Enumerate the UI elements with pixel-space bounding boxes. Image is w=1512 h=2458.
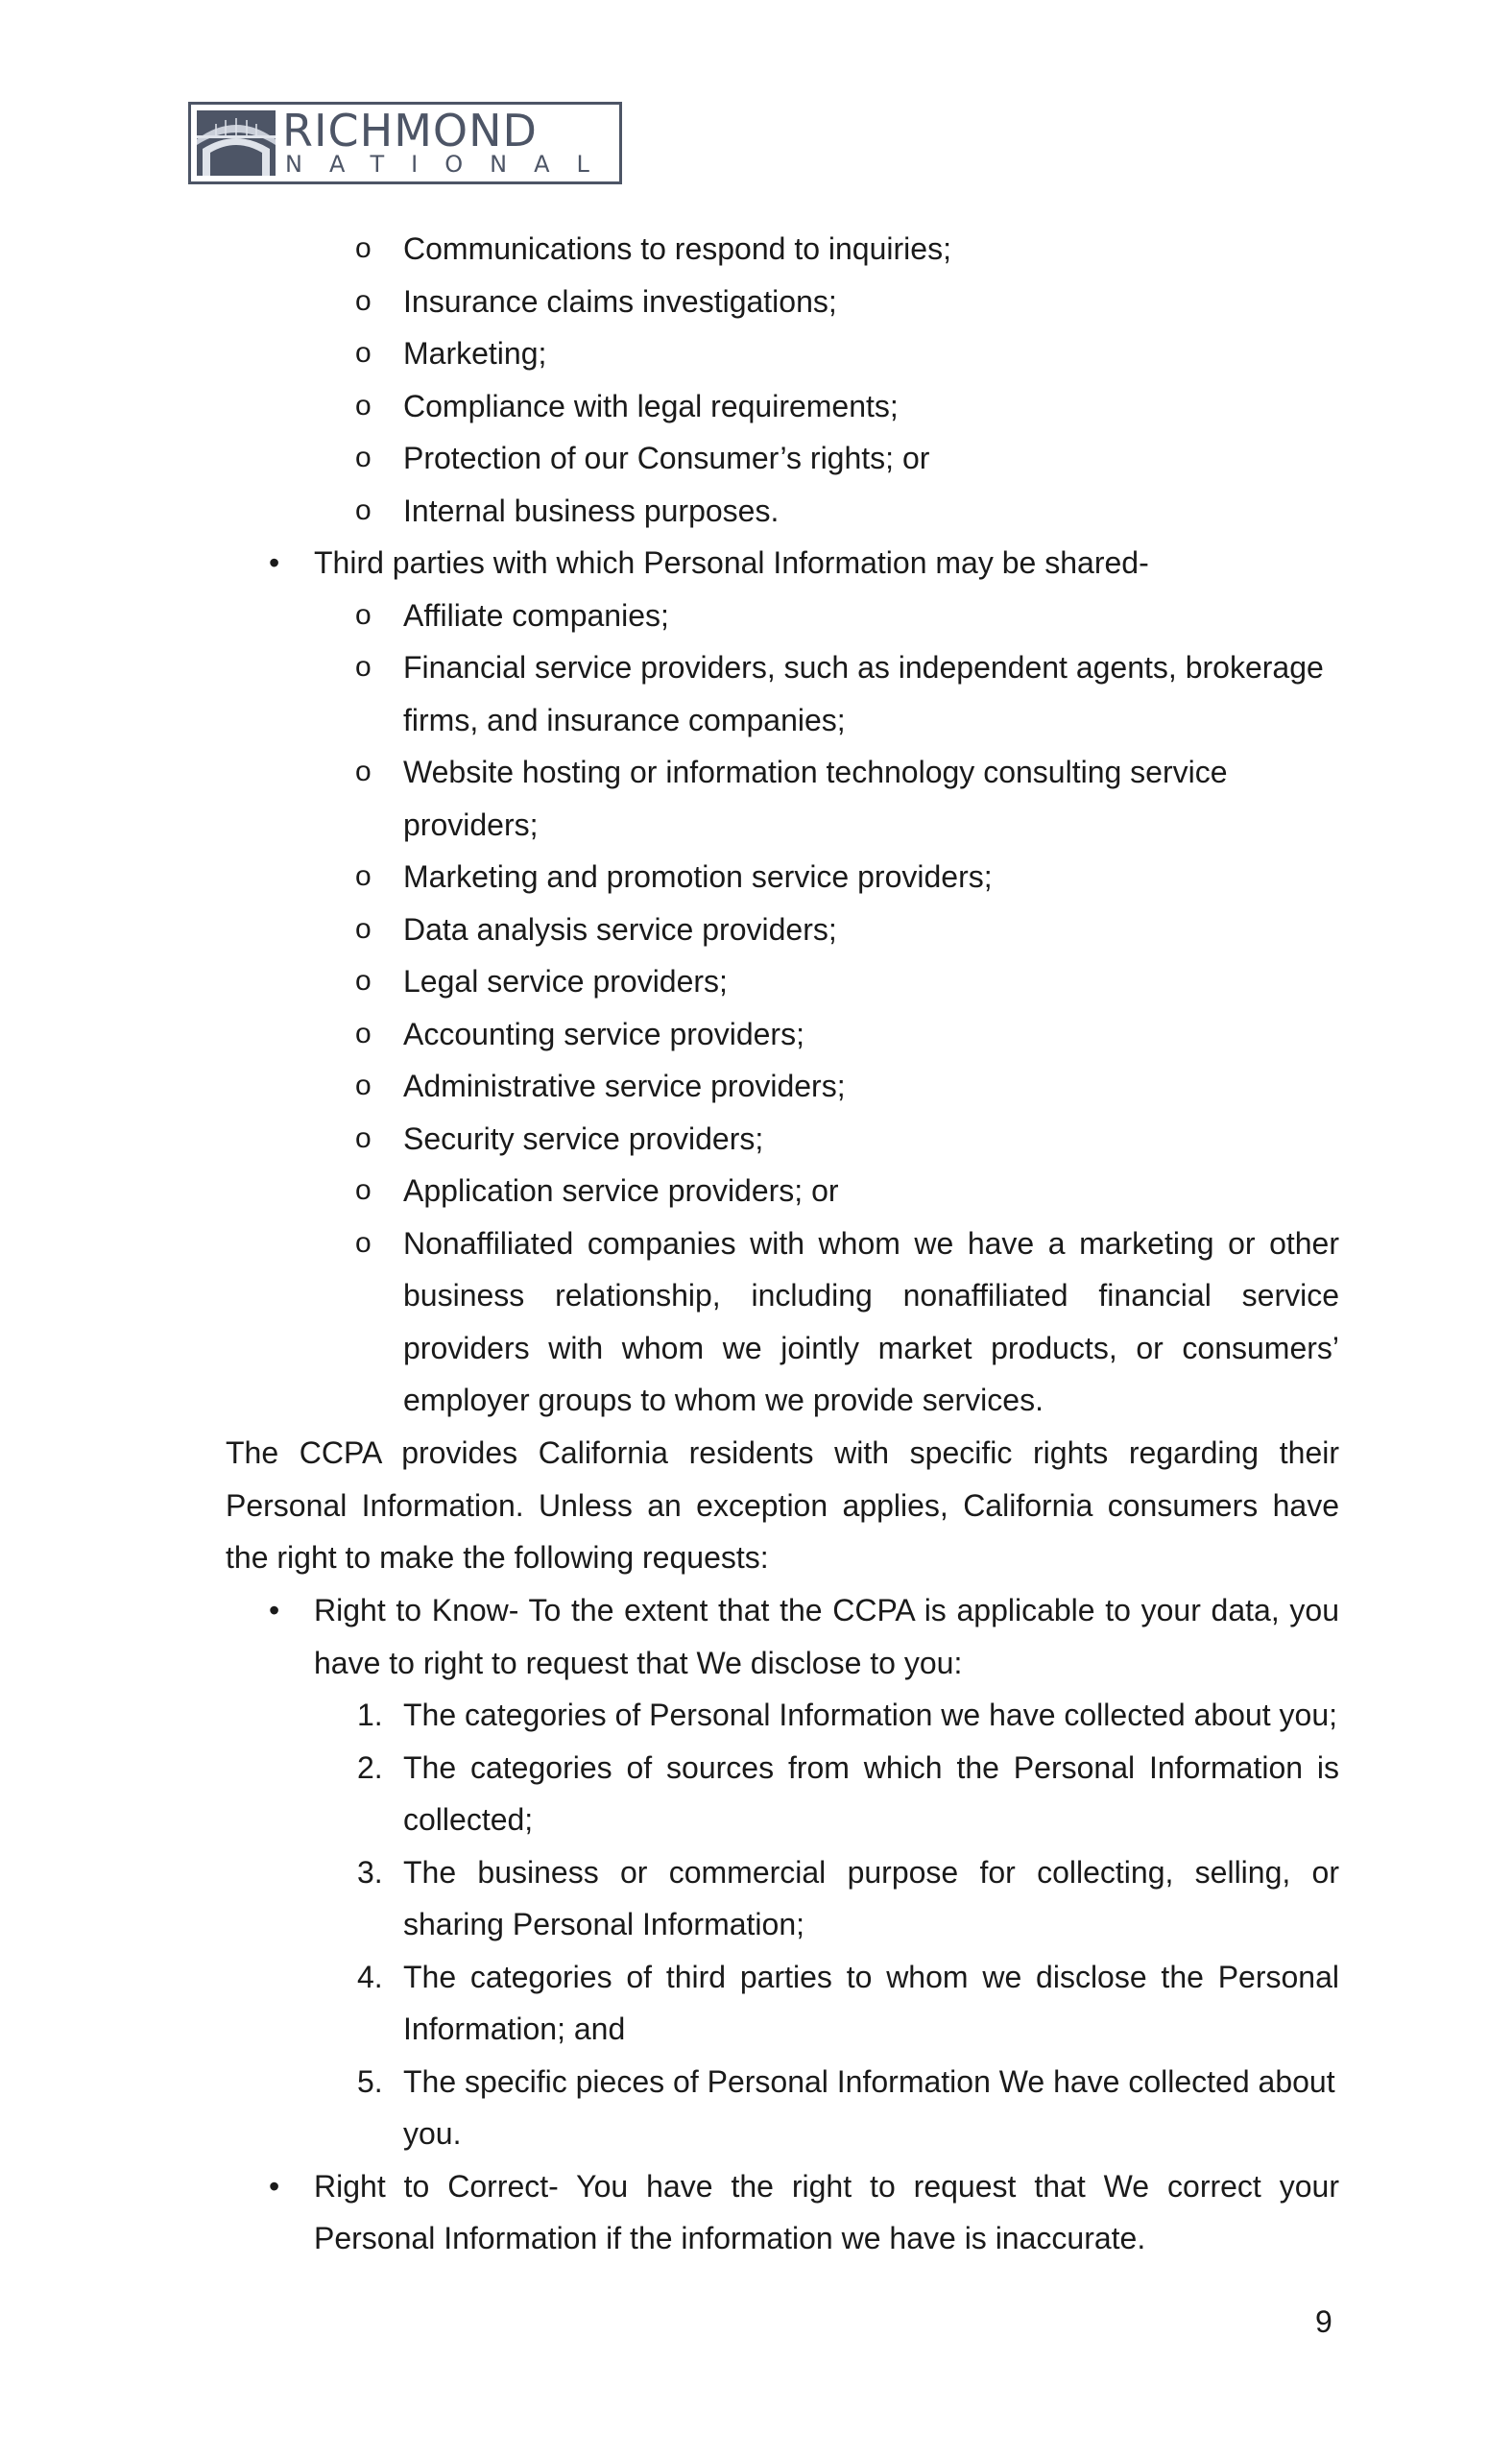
list-item: 5. The specific pieces of Personal Information We have collected about you.	[0, 2056, 1339, 2160]
sub-bullet-marker: o	[355, 1174, 372, 1206]
list-item: o Website hosting or information technology consulting service providers;	[0, 746, 1339, 851]
item-number: 3.	[357, 1854, 383, 1890]
list-item: o Financial service providers, such as independent agents, brokerage firms, and insurance companies;	[0, 641, 1339, 746]
list-item: o Application service providers; or	[0, 1165, 1339, 1217]
sub-bullet-marker: o	[355, 965, 372, 997]
item-number: 4.	[357, 1959, 383, 1994]
sub-bullet-marker: o	[355, 1017, 372, 1049]
sub-bullet-marker: o	[355, 1226, 372, 1259]
list-item: o Data analysis service providers;	[0, 904, 1339, 956]
sub-bullet-marker: o	[355, 442, 372, 473]
list-item: 2. The categories of sources from which the Personal Information is collected;	[0, 1742, 1339, 1846]
ccpa-intro-paragraph: The CCPA provides California residents with specific rights regarding their Personal Information. Unless an exception applies, California consumers have the right to make the following requests:	[226, 1435, 1339, 1575]
list-item: o Affiliate companies;	[0, 590, 1339, 642]
bridge-icon	[197, 110, 276, 176]
item-number: 5.	[357, 2063, 383, 2099]
item-number: 1.	[357, 1698, 383, 1732]
list-item: o Administrative service providers;	[0, 1060, 1339, 1113]
sub-bullet-marker: o	[355, 494, 372, 526]
list-item: o Insurance claims investigations;	[0, 276, 1339, 328]
company-logo	[188, 102, 622, 184]
right-to-correct: • Right to Correct- You have the right to request that We correct your Personal Information if the information we have is inaccurate.	[0, 2160, 1339, 2265]
list-item: o Marketing;	[0, 327, 1339, 380]
list-item: 4. The categories of third parties to whom we disclose the Personal Information; and	[0, 1951, 1339, 2056]
sub-bullet-marker: o	[355, 598, 372, 631]
third-parties-heading: • Third parties with which Personal Information may be shared-	[0, 537, 1339, 590]
bullet-marker: •	[269, 2168, 280, 2204]
item-number: 2.	[357, 1749, 383, 1785]
rights-list	[0, 1584, 1339, 2265]
sub-bullet-marker: o	[355, 284, 372, 317]
list-item: o Protection of our Consumer’s rights; or	[0, 432, 1339, 485]
right-to-know: • Right to Know- To the extent that the CCPA is applicable to your data, you have to right to request that We disclose to you:	[0, 1584, 1339, 1689]
list-item: o Nonaffiliated companies with whom we have a marketing or other business relationship, including nonaffiliated financial service providers with whom we jointly market products, or consumers’ employer groups to whom we provide services.	[0, 1217, 1339, 1427]
logo-line-1: RICHMOND	[282, 105, 538, 157]
bullet-marker: •	[269, 545, 280, 580]
sub-bullet-marker: o	[355, 1070, 372, 1101]
sub-bullet-marker: o	[355, 232, 372, 264]
sub-bullet-marker: o	[355, 337, 372, 369]
sub-bullet-marker: o	[355, 756, 372, 787]
logo-line-2: NATIONAL	[285, 151, 616, 178]
sub-bullet-marker: o	[355, 389, 372, 422]
sub-bullet-marker: o	[355, 651, 372, 683]
list-item: o Marketing and promotion service providers;	[0, 851, 1339, 904]
sub-bullet-marker: o	[355, 1121, 372, 1154]
page-number: 9	[1315, 2304, 1332, 2339]
list-item: o Internal business purposes.	[0, 485, 1339, 538]
list-item: o Legal service providers;	[0, 955, 1339, 1008]
list-item: 1. The categories of Personal Information we have collected about you;	[0, 1689, 1339, 1742]
list-item: o Security service providers;	[0, 1113, 1339, 1166]
bullet-marker: •	[269, 1593, 280, 1627]
list-item: 3. The business or commercial purpose for collecting, selling, or sharing Personal Information;	[0, 1846, 1339, 1951]
sub-bullet-marker: o	[355, 860, 372, 892]
list-item: o Compliance with legal requirements;	[0, 380, 1339, 433]
sub-bullet-marker: o	[355, 912, 372, 945]
list-item: o Accounting service providers;	[0, 1008, 1339, 1061]
purposes-list	[0, 223, 1339, 1427]
list-item: o Communications to respond to inquiries;	[0, 223, 1339, 276]
